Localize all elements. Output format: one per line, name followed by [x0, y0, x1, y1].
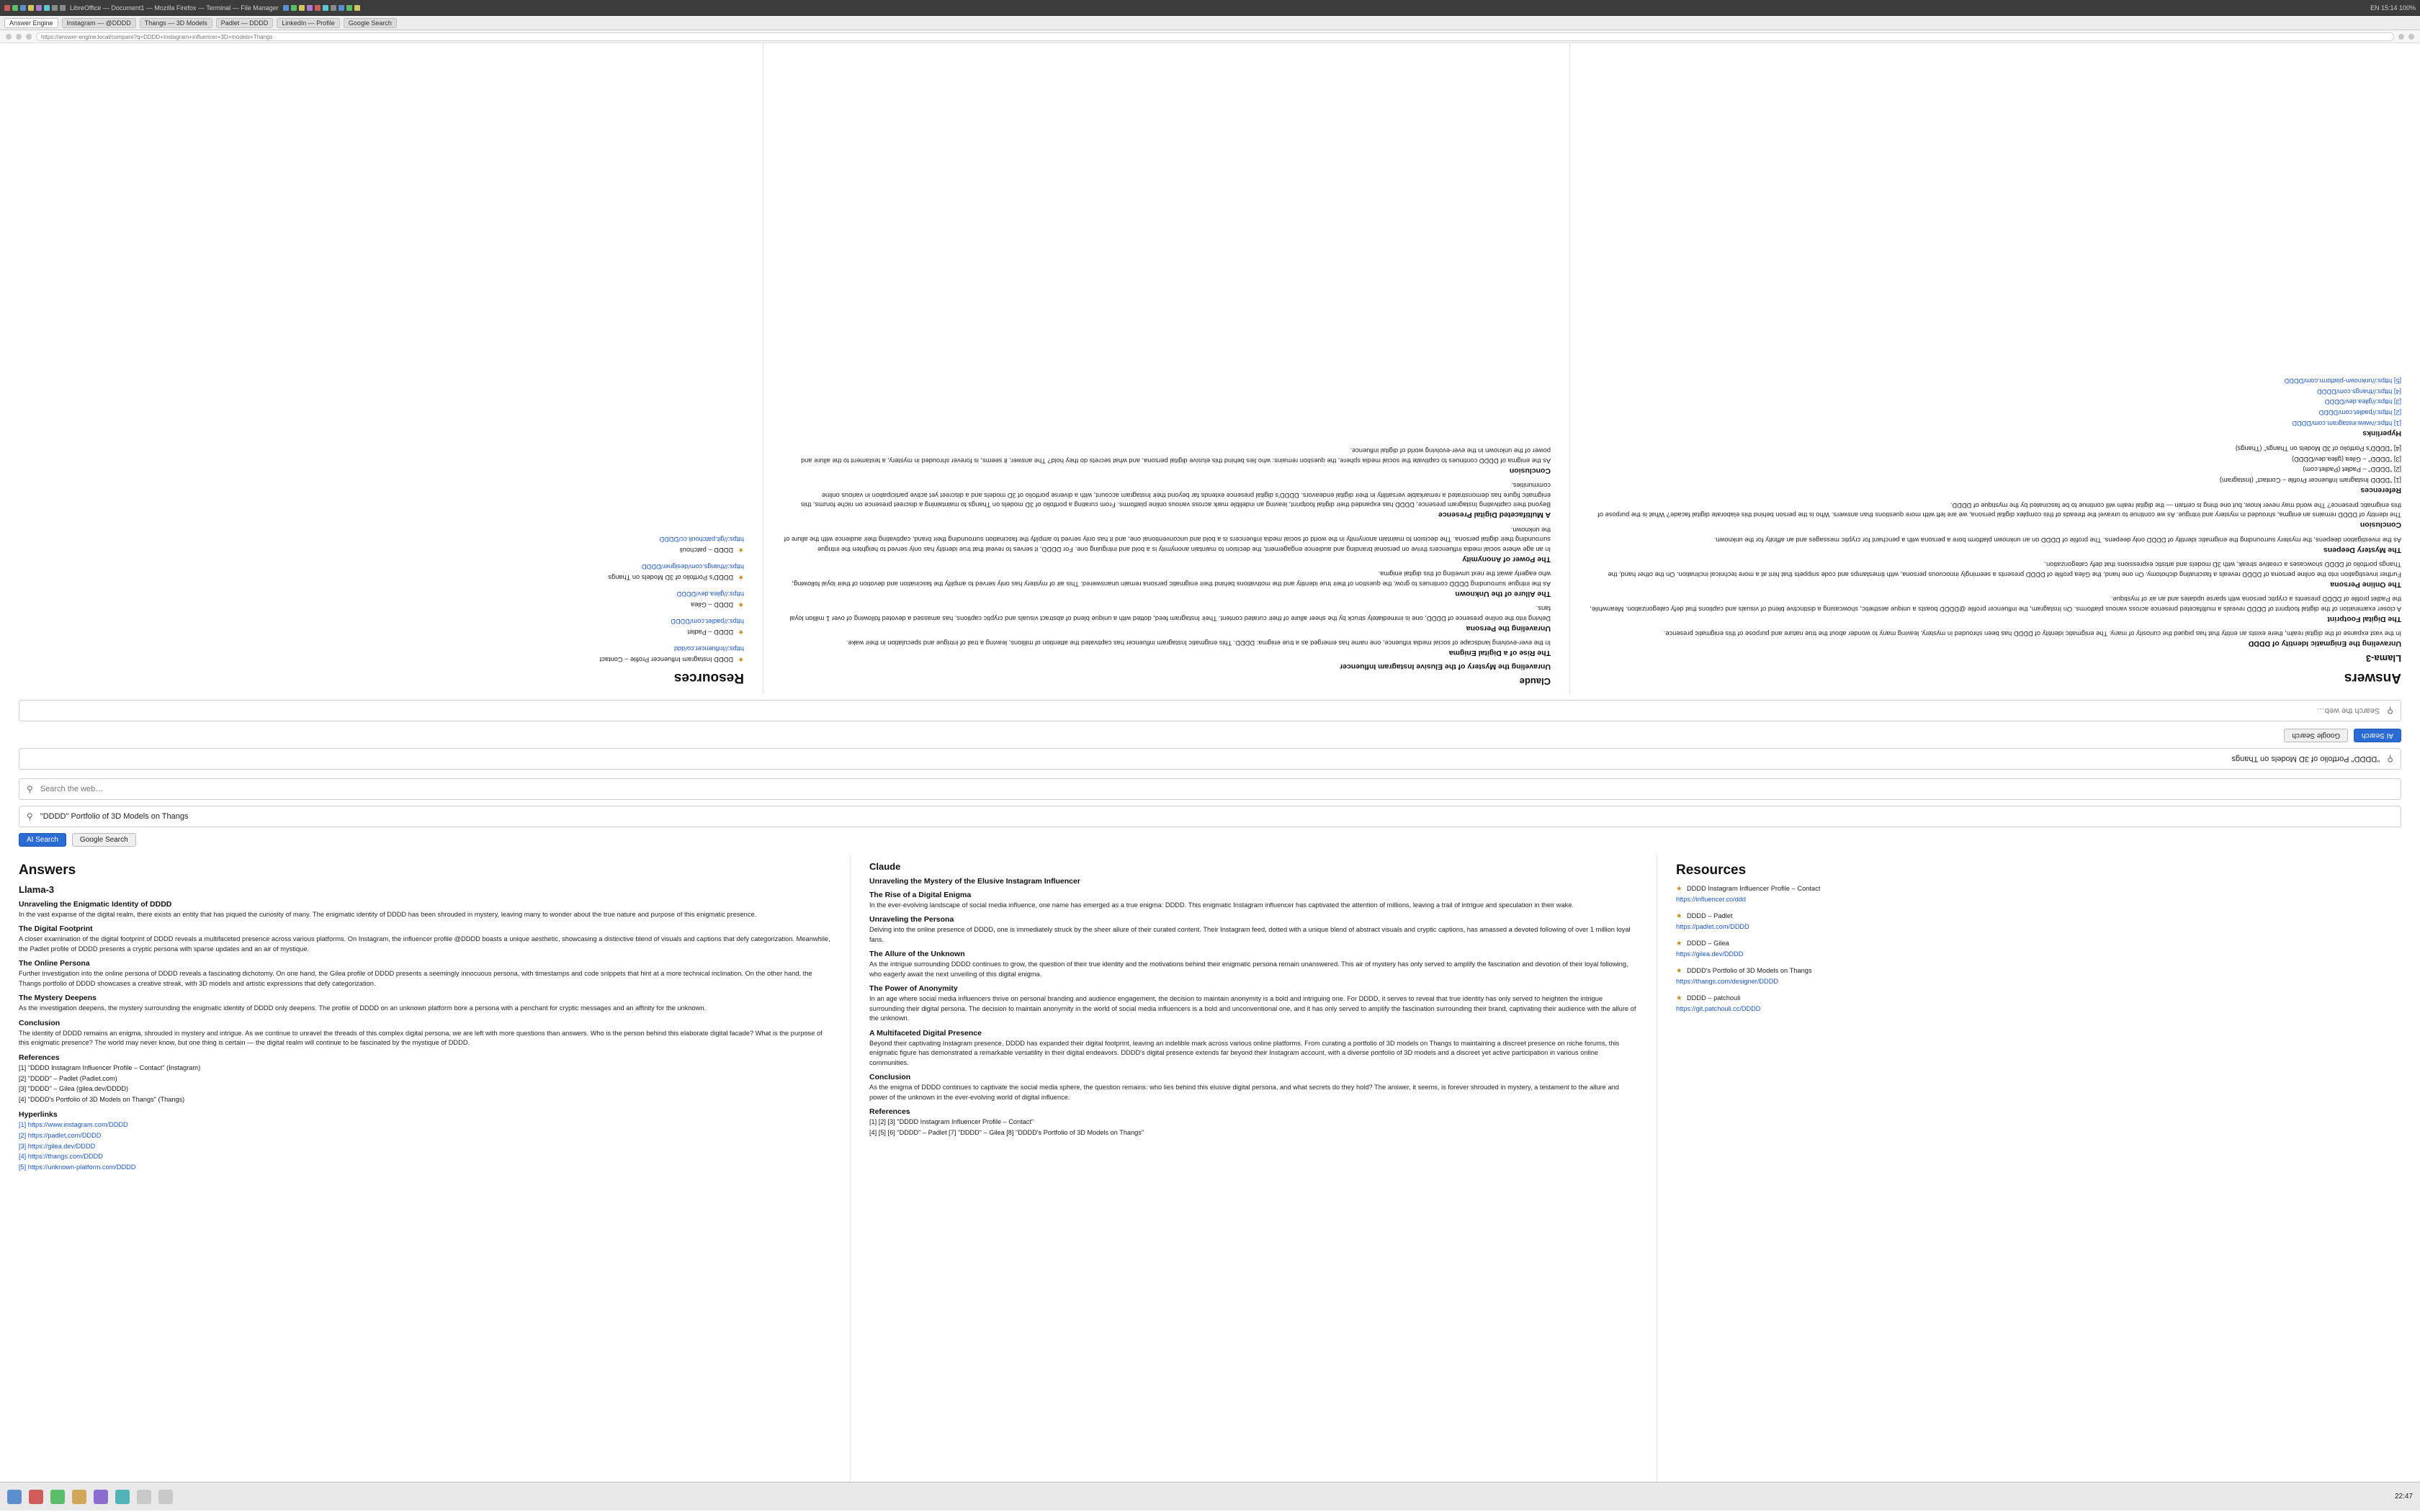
mirror-ref-1: [2] "DDDD" – Padlet (Padlet.com) — [2303, 466, 2401, 474]
tray-icon-6[interactable] — [323, 5, 328, 11]
mirror-resources-heading: Resources — [673, 670, 744, 685]
bookmark-icon: ★ — [738, 601, 744, 609]
claude-h3: The Power of Anonymity — [869, 984, 958, 994]
tray-icon-7[interactable] — [331, 5, 336, 11]
mirror-resource-item-0[interactable] — [19, 644, 744, 664]
hyper-3[interactable]: [4] https://thangs.com/DDDD — [19, 1153, 103, 1161]
resource-item-3[interactable] — [1676, 966, 2401, 986]
window-tab-2[interactable]: Thangs — 3D Models — [140, 18, 212, 28]
ref-0: [1] "DDDD Instagram Influencer Profile – Contact" (Instagram) — [19, 1063, 201, 1071]
hyper-4[interactable]: [5] https://unknown-platform.com/DDDD — [19, 1164, 136, 1171]
os-top-bar-icons-mid — [283, 5, 360, 11]
mirror-secondary-search-bar[interactable] — [19, 700, 2401, 721]
llama-p0: A closer examination of the digital footprint of DDDD reveals a multifaceted presence across various platforms. On Instagram, the influencer profile @DDDD boasts a unique aesthetic, showcasing a distinctive blend of visuals and captions that defy categorization. Meanwhile, the Padlet profile of DDDD presents a cryptic persona with sparse updates and an air of mystique. — [19, 935, 830, 953]
claude-title: Unraveling the Mystery of the Elusive Instagram Influencer — [869, 877, 1080, 886]
llama-h3: Conclusion — [19, 1018, 60, 1027]
mirror-resource-item-3[interactable] — [19, 562, 744, 582]
ai-search-button[interactable]: AI Search — [19, 833, 66, 847]
forward-icon[interactable] — [16, 34, 22, 40]
claude-p0: In the ever-evolving landscape of social media influence, one name has emerged as a true enigma: DDDD. This enigmatic Instagram influencer has captivated the attention of millions, leaving a trail of intrigue and speculation in their wake. — [869, 901, 1574, 909]
app-icon-2[interactable] — [12, 5, 18, 11]
llama-p3: The identity of DDDD remains an enigma, shrouded in mystery and intrigue. As we continue to unravel the threads of this complex digital persona, we are left with more questions than answers. Who is the person behind this elaborate digital facade? What is the purpose of this enigmatic presence? The world may never know, but one thing is certain — the digital realm will continue to be fascinated by the mystique of DDDD. — [19, 1029, 823, 1047]
app-icon-1[interactable] — [4, 5, 10, 11]
resource-name-0: DDDD Instagram Influencer Profile – Contact — [1686, 885, 1821, 892]
menu-icon[interactable] — [2408, 34, 2414, 40]
mirror-secondary-search-input[interactable] — [27, 706, 2381, 716]
bookmark-icon: ★ — [1676, 885, 1682, 892]
mirror-ref-0: [1] "DDDD Instagram Influencer Profile – Contact" (Instagram) — [2219, 477, 2401, 485]
llama-references — [19, 1063, 831, 1105]
search-icon-3: ⚲ — [27, 784, 33, 794]
resource-url-1[interactable]: https://padlet.com/DDDD — [1676, 922, 1749, 930]
tray-icon-9[interactable] — [346, 5, 352, 11]
upright-page — [0, 774, 2420, 1511]
hyper-2[interactable]: [3] https://gilea.dev/DDDD — [19, 1142, 96, 1150]
mirror-claude-title: Unraveling the Mystery of the Elusive Instagram Influencer — [1340, 662, 1551, 671]
mirror-claude-h0: The Rise of a Digital Enigma — [1448, 649, 1551, 657]
claude-p5: As the enigma of DDDD continues to captivate the social media sphere, the question remains: who lies behind this elusive digital persona, and what secrets do they hold? The answer, it seems, is forever shrouded in mystery, a testament to the allure and power of the unknown in the ever-evolving world of digital influence. — [869, 1084, 1619, 1101]
search-input[interactable] — [39, 811, 2393, 822]
mirror-claude-h2: The Allure of the Unknown — [1455, 589, 1551, 598]
tray-icon-10[interactable] — [354, 5, 360, 11]
resource-url-0[interactable]: https://influencer.co/ddd — [1676, 896, 1747, 904]
mirror-resource-name-0: DDDD Instagram Influencer Profile – Contact — [599, 656, 734, 663]
mirror-resource-item-2[interactable] — [19, 589, 744, 609]
mirror-columns — [0, 43, 2420, 694]
os-top-bar-status: EN 15:14 100% — [2370, 4, 2416, 12]
mirror-resource-name-3: DDDD's Portfolio of 3D Models on Thangs — [608, 574, 734, 582]
mirror-claude-p4: Beyond their captivating Instagram presence, DDDD has expanded their digital footprint, leaving an indelible mark across various online platforms. From curating a portfolio of 3D models on Thangs to maintaining a discreet presence on niche forums, this enigmatic figure has demonstrated a remarkable versatility in their digital endeavors. DDDD's digital presence extends far beyond their Instagram account, with a diverse portfolio of 3D models and a discreet yet active participation in various online communities. — [800, 482, 1551, 509]
mirror-llama-references — [1589, 443, 2401, 485]
mirror-llama-model: Llama-3 — [2365, 653, 2401, 664]
claude-p4: Beyond their captivating Instagram presence, DDDD has expanded their digital footprint, leaving an indelible mark across various online platforms. From curating a portfolio of 3D models on Thangs to maintaining a discreet presence on niche forums, this enigmatic figure has demonstrated a remarkable versatility in their digital endeavors. DDDD's digital presence extends far beyond their Instagram account, with a diverse portfolio of 3D models and a discreet yet active participation in various online communities. — [869, 1039, 1620, 1066]
os-taskbar — [0, 1482, 2420, 1511]
mirror-claude-h5: Conclusion — [1509, 466, 1551, 475]
window-tab-5[interactable]: Google Search — [344, 18, 397, 28]
column-resources — [1657, 854, 2420, 1511]
search-bar[interactable] — [19, 806, 2401, 827]
mirror-resource-item-1[interactable] — [19, 616, 744, 636]
ref-3: [4] "DDDD's Portfolio of 3D Models on Thangs" (Thangs) — [19, 1096, 185, 1104]
mirror-column-resources — [0, 43, 763, 694]
mirror-llama-h0: The Digital Footprint — [2327, 614, 2401, 624]
app-icon-4[interactable] — [28, 5, 34, 11]
llama-intro: In the vast expanse of the digital realm, there exists an entity that has piqued the curiosity of many. The enigmatic identity of DDDD has been shrouded in mystery, leaving many to wonder about the true nature and purpose of this enigmatic presence. — [19, 911, 757, 918]
tray-icon-3[interactable] — [299, 5, 305, 11]
search-icon: ⚲ — [2387, 754, 2393, 764]
resources-list — [1676, 884, 2401, 1013]
columns — [0, 854, 2420, 1511]
resource-item-1[interactable] — [1676, 912, 2401, 932]
os-top-bar-title: LibreOffice — Document1 — Mozilla Firefox — Terminal — File Manager — [70, 4, 279, 12]
llama-h1: The Online Persona — [19, 959, 90, 968]
llama-p2: As the investigation deepens, the mystery surrounding the enigmatic identity of DDDD only deepens. The profile of DDDD on an unknown platform bore a persona with a penchant for cryptic messages and an affinity for the unknown. — [19, 1004, 707, 1012]
mirror-search-input[interactable] — [27, 754, 2381, 764]
llama-hyper-label: Hyperlinks — [19, 1110, 58, 1119]
claude-h2: The Allure of the Unknown — [869, 950, 965, 959]
mirror-llama-h3: Conclusion — [2360, 521, 2401, 530]
tray-icon-4[interactable] — [307, 5, 313, 11]
taskbar-icon-terminal[interactable] — [50, 1490, 65, 1504]
mirror-resource-name-4: DDDD – patchouli — [679, 546, 734, 554]
os-top-bar — [0, 0, 2420, 16]
mirror-hyper-0[interactable]: [1] https://www.instagram.com/DDDD — [2292, 420, 2401, 428]
os-top-bar-icons-left — [4, 5, 66, 11]
star-icon[interactable] — [2398, 34, 2404, 40]
resource-name-4: DDDD – patchouli — [1686, 994, 1741, 1002]
hyper-0[interactable]: [1] https://www.instagram.com/DDDD — [19, 1120, 128, 1128]
mirror-claude-p2: As the intrigue surrounding DDDD continues to grow, the question of their true identity and the motivations behind their enigmatic persona remain unanswered. This air of mystery has only served to amplify the fascination and devotion of their loyal following, who eagerly await the next unveiling of this digital enigma. — [792, 570, 1551, 588]
reload-icon[interactable] — [26, 34, 32, 40]
mirror-llama-p0: A closer examination of the digital footprint of DDDD reveals a multifaceted presence across various platforms. On Instagram, the influencer profile @DDDD boasts a unique aesthetic, showcasing a distinctive blend of visuals and captions that defy categorization. Meanwhile, the Padlet profile of DDDD presents a cryptic persona with sparse updates and an air of mystique. — [1590, 595, 2401, 613]
claude-p1: Delving into the online presence of DDDD, one is immediately struck by the sheer allure of their curated content. Their Instagram feed, dotted with a unique blend of abstract visuals and cryptic captions, has amassed a devoted following of over 1 million loyal fans. — [869, 926, 1631, 943]
page-root — [0, 43, 2420, 1511]
resource-url-4[interactable]: https://git.patchouli.cc/DDDD — [1676, 1004, 1761, 1012]
llama-h0: The Digital Footprint — [19, 924, 93, 934]
llama-hyperlinks — [19, 1120, 831, 1173]
mirror-claude-p1: Delving into the online presence of DDDD, one is immediately struck by the sheer allure of their curated content. Their Instagram feed, dotted with a unique blend of abstract visuals and cryptic captions, has amassed a devoted following of over 1 million loyal fans. — [789, 605, 1551, 622]
mirror-ai-search-button[interactable]: AI Search — [2354, 729, 2401, 742]
mirror-llama-hyperlinks — [1589, 375, 2401, 428]
search-icon-2: ⚲ — [2387, 706, 2393, 716]
mirror-resource-url-0[interactable]: https://influencer.co/ddd — [673, 644, 744, 652]
mirror-column-claude — [763, 43, 1570, 694]
claude-h0: The Rise of a Digital Enigma — [869, 891, 972, 899]
mirror-resource-name-2: DDDD – Gilea — [691, 601, 734, 609]
mirror-ref-2: [3] "DDDD" – Gilea (gilea.dev/DDDD) — [2291, 455, 2401, 463]
claude-p2: As the intrigue surrounding DDDD continues to grow, the question of their true identity and the motivations behind their enigmatic persona remain unanswered. This air of mystery has only served to amplify the fascination and devotion of their loyal following, who eagerly await the next unveiling of this digital enigma. — [869, 960, 1628, 978]
taskbar-icon-mail[interactable] — [94, 1490, 108, 1504]
mirror-resource-url-3[interactable]: https://thangs.com/designer/DDDD — [642, 563, 744, 571]
bookmark-icon: ★ — [738, 574, 744, 582]
mirror-claude-p3: In an age where social media influencers thrive on personal branding and audience engagement, the decision to maintain anonymity is a bold and intriguing one. For DDDD, it serves to reveal that true identity has only served to heighten the intrigue surrounding their digital persona. The decision to maintain anonymity in the world of social media influencers is a bold and unconventional one, and it has only served to amplify the fascination surrounding their brand, captivating their audience with the allure of the unknown. — [784, 526, 1551, 553]
mirror-llama-p1: Further investigation into the online persona of DDDD reveals a fascinating dichotomy. On one hand, the Gilea profile of DDDD presents a seemingly innocuous persona, with timestamps and code snippets that hint at a more technical inclination. On the other hand, the Thangs portfolio of DDDD showcases a creative streak, with 3D models and artistic expressions that defy categorization. — [1608, 561, 2401, 578]
hyper-1[interactable]: [2] https://padlet.com/DDDD — [19, 1131, 102, 1139]
mirror-llama-p2: As the investigation deepens, the mystery surrounding the enigmatic identity of DDDD only deepens. The profile of DDDD on an unknown platform bore a persona with a penchant for cryptic messages and an affinity for the unknown. — [1713, 536, 2401, 544]
mirror-hyper-1[interactable]: [2] https://padlet.com/DDDD — [2318, 409, 2401, 417]
mirror-llama-p3: The identity of DDDD remains an enigma, shrouded in mystery and intrigue. As we continue to unravel the threads of this complex digital persona, we are left with more questions than answers. Who is the person behind this elaborate digital facade? What is the purpose of this enigmatic presence? The world may never know, but one thing is certain — the digital realm will continue to be fascinated by the mystique of DDDD. — [1597, 501, 2401, 519]
app-icon-5[interactable] — [36, 5, 42, 11]
mirror-ref-3: [4] "DDDD's Portfolio of 3D Models on Thangs" (Thangs) — [2235, 444, 2401, 452]
mirror-resource-url-1[interactable]: https://padlet.com/DDDD — [671, 618, 744, 626]
mirror-answers-heading: Answers — [2344, 670, 2401, 685]
claude-h1: Unraveling the Persona — [869, 915, 954, 924]
mirror-llama-h2: The Mystery Deepens — [2323, 545, 2401, 554]
claude-p3: In an age where social media influencers thrive on personal branding and audience engagement, the decision to maintain anonymity is a bold and intriguing one. For DDDD, it serves to reveal that true identity has only served to heighten the intrigue surrounding their digital persona. The decision to maintain anonymity in the world of social media influencers is a bold and unconventional one, and it has only served to amplify the fascination surrounding their brand, captivating their audience with the allure of the unknown. — [869, 995, 1636, 1022]
resource-name-3: DDDD's Portfolio of 3D Models on Thangs — [1686, 966, 1812, 974]
search-zone — [0, 774, 2420, 847]
mirror-resource-name-1: DDDD – Padlet — [687, 629, 734, 636]
llama-refs-label: References — [19, 1053, 60, 1062]
app-icon-3[interactable] — [20, 5, 26, 11]
mirrored-page-copy — [0, 43, 2420, 774]
app-icon-7[interactable] — [52, 5, 58, 11]
bookmark-icon: ★ — [738, 629, 744, 636]
claude-refs-label: References — [869, 1107, 910, 1117]
mirror-google-search-button[interactable]: Google Search — [2284, 729, 2348, 742]
claude-model: Claude — [869, 861, 901, 872]
back-icon[interactable] — [6, 34, 12, 40]
mirror-hyper-3[interactable]: [4] https://thangs.com/DDDD — [2317, 387, 2401, 395]
resource-item-2[interactable] — [1676, 939, 2401, 959]
mirror-llama-h1: The Online Persona — [2330, 580, 2401, 589]
answers-heading: Answers — [19, 863, 76, 878]
window-tab-3[interactable]: Padlet — DDDD — [216, 18, 274, 28]
bookmark-icon: ★ — [1676, 994, 1682, 1002]
llama-p1: Further investigation into the online persona of DDDD reveals a fascinating dichotomy. On one hand, the Gilea profile of DDDD presents a seemingly innocuous persona, with timestamps and code snippets that hint at a more technical inclination. On the other hand, the Thangs portfolio of DDDD showcases a creative streak, with 3D models and artistic expressions that defy categorization. — [19, 970, 812, 987]
mirror-search-buttons — [19, 729, 2401, 742]
secondary-search-input[interactable] — [39, 784, 2393, 794]
mirror-claude-p5: As the enigma of DDDD continues to captivate the social media sphere, the question remains: who lies behind this elusive digital persona, and what secrets do they hold? The answer, it seems, is forever shrouded in mystery, a testament to the allure and power of the unknown in the ever-evolving world of digital influence. — [801, 447, 1551, 464]
mirror-claude-h1: Unraveling the Persona — [1466, 624, 1551, 633]
mirror-hyper-4[interactable]: [5] https://unknown-platform.com/DDDD — [2284, 377, 2401, 384]
tray-icon-1[interactable] — [283, 5, 289, 11]
mirror-column-llama — [1570, 43, 2420, 694]
claude-h5: Conclusion — [869, 1073, 911, 1082]
mirror-resource-url-4[interactable]: https://git.patchouli.cc/DDDD — [659, 536, 744, 544]
browser-toolbar — [0, 30, 2420, 43]
window-tab-strip — [0, 16, 2420, 30]
tray-icon-5[interactable] — [315, 5, 321, 11]
tray-icon-2[interactable] — [291, 5, 297, 11]
bookmark-icon: ★ — [1676, 966, 1682, 974]
mirror-claude-h3: The Power of Anonymity — [1462, 554, 1551, 564]
secondary-search-bar[interactable] — [19, 778, 2401, 800]
taskbar-icon-settings[interactable] — [115, 1490, 130, 1504]
search-buttons — [19, 833, 2401, 847]
mirror-hyper-2[interactable]: [3] https://gilea.dev/DDDD — [2324, 398, 2401, 406]
claude-ref-0: [1] [2] [3] "DDDD Instagram Influencer Profile – Contact" — [869, 1118, 1034, 1126]
mirror-resources-list — [19, 535, 744, 664]
claude-ref-1: [4] [5] [6] "DDDD" – Padlet [7] "DDDD" – Gilea [8] "DDDD's Portfolio of 3D Models on Thangs" — [869, 1128, 1144, 1136]
bookmark-icon: ★ — [738, 546, 744, 554]
address-bar[interactable]: https://answer-engine.local/compare?q=DDDD+Instagram+influencer+3D+models+Thangs — [36, 32, 2394, 41]
mirror-llama-intro: In the vast expanse of the digital realm, there exists an entity that has piqued the curiosity of many. The enigmatic identity of DDDD has been shrouded in mystery, leaving many to wonder about the true nature and purpose of this enigmatic presence. — [1663, 630, 2401, 637]
bookmark-icon: ★ — [1676, 912, 1682, 919]
bookmark-icon: ★ — [1676, 939, 1682, 947]
ref-2: [3] "DDDD" – Gilea (gilea.dev/DDDD) — [19, 1085, 129, 1093]
mirror-llama-title: Unraveling the Enigmatic Identity of DDDD — [2248, 639, 2401, 648]
resource-item-0[interactable] — [1676, 884, 2401, 904]
taskbar-clock: 22:47 — [2394, 1493, 2413, 1500]
resource-name-2: DDDD – Gilea — [1686, 939, 1729, 947]
column-llama — [0, 854, 850, 1511]
mirror-resource-item-4[interactable] — [19, 535, 744, 555]
mirror-claude-h4: A Multifaceted Digital Presence — [1438, 510, 1551, 520]
window-tab-0[interactable]: Answer Engine — [4, 18, 58, 28]
ref-1: [2] "DDDD" – Padlet (Padlet.com) — [19, 1074, 117, 1082]
taskbar-icon-misc-2[interactable] — [158, 1490, 173, 1504]
resource-name-1: DDDD – Padlet — [1686, 912, 1733, 919]
window-tab-1[interactable]: Instagram — @DDDD — [62, 18, 136, 28]
taskbar-icon-browser[interactable] — [29, 1490, 43, 1504]
claude-h4: A Multifaceted Digital Presence — [869, 1028, 982, 1038]
mirror-llama-refs-label: References — [2360, 486, 2401, 495]
taskbar-icon-editor[interactable] — [72, 1490, 86, 1504]
llama-h2: The Mystery Deepens — [19, 994, 97, 1003]
tray-icon-8[interactable] — [339, 5, 344, 11]
google-search-button[interactable]: Google Search — [72, 833, 136, 847]
resource-url-3[interactable]: https://thangs.com/designer/DDDD — [1676, 977, 1778, 985]
resource-url-2[interactable]: https://gilea.dev/DDDD — [1676, 950, 1744, 958]
bookmark-icon: ★ — [738, 656, 744, 663]
taskbar-icon-files[interactable] — [7, 1490, 22, 1504]
mirror-search-zone — [0, 700, 2420, 774]
resources-heading: Resources — [1676, 863, 1747, 878]
taskbar-icon-misc-1[interactable] — [137, 1490, 151, 1504]
llama-title: Unraveling the Enigmatic Identity of DDDD — [19, 900, 172, 909]
column-claude — [850, 854, 1657, 1511]
window-tab-4[interactable]: LinkedIn — Profile — [277, 18, 340, 28]
claude-references — [869, 1117, 1638, 1138]
mirror-claude-model: Claude — [1519, 676, 1551, 687]
search-icon-4: ⚲ — [27, 811, 33, 822]
mirror-resource-url-2[interactable]: https://gilea.dev/DDDD — [676, 590, 744, 598]
mirror-claude-p0: In the ever-evolving landscape of social media influence, one name has emerged as a true enigma: DDDD. This enigmatic Instagram influencer has captivated the attention of millions, leaving a trail of intrigue and speculation in their wake. — [846, 639, 1551, 647]
mirror-search-bar[interactable] — [19, 748, 2401, 770]
app-icon-8[interactable] — [60, 5, 66, 11]
app-icon-6[interactable] — [44, 5, 50, 11]
resource-item-4[interactable] — [1676, 994, 2401, 1014]
llama-model: Llama-3 — [19, 884, 55, 895]
mirror-llama-hyper-label: Hyperlinks — [2362, 429, 2401, 438]
